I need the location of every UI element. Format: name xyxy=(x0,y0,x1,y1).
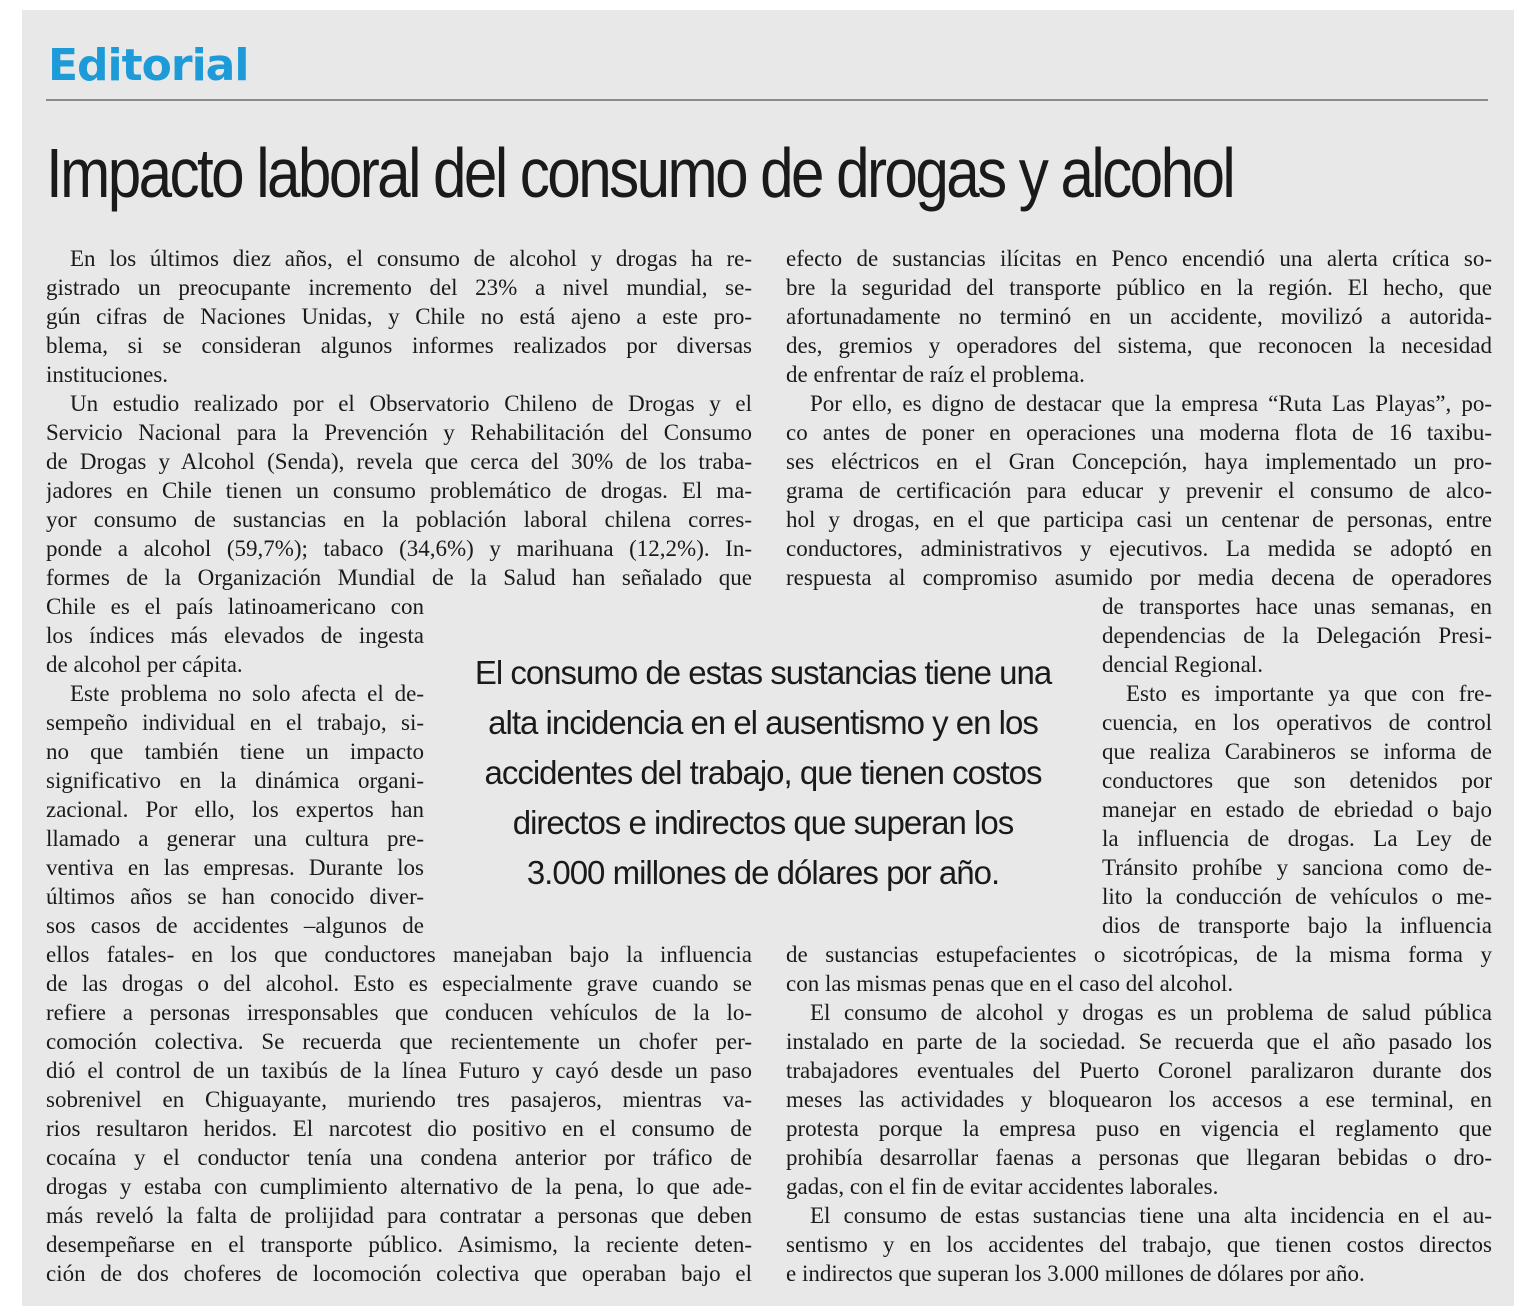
text-line: refiere a personas irresponsables que conducen vehículos de la lo- xyxy=(46,1000,752,1025)
text-line: hol y drogas, en el que participa casi un centenar de personas, entre xyxy=(786,507,1492,532)
text-line: conductores, administrativos y ejecutivos. La medida se adoptó en xyxy=(786,536,1492,561)
text-line: instalado en parte de la sociedad. Se recuerda que el año pasado los xyxy=(786,1029,1492,1054)
text-line: Servicio Nacional para la Prevención y Rehabilitación del Consumo xyxy=(46,420,752,445)
text-line: drogas y estaba con cumplimiento alternativo de la pena, lo que ade- xyxy=(46,1174,752,1199)
text-line: protesta porque la empresa puso en vigencia el reglamento que xyxy=(786,1116,1492,1141)
text-line: no que también tiene un impacto xyxy=(46,739,424,764)
text-line: ses eléctricos en el Gran Concepción, haya implementado un pro- xyxy=(786,449,1492,474)
text-line: zacional. Por ello, los expertos han xyxy=(46,797,424,822)
text-line: llamado a generar una cultura pre- xyxy=(46,826,424,851)
text-line: co antes de poner en operaciones una moderna flota de 16 taxibu- xyxy=(786,420,1492,445)
text-line: ción de dos choferes de locomoción colectiva que operaban bajo el xyxy=(46,1261,752,1286)
text-line: cuencia, en los operativos de control xyxy=(1102,710,1492,735)
text-line: jadores en Chile tienen un consumo problemático de drogas. El ma- xyxy=(46,478,752,503)
newspaper-page xyxy=(22,10,1514,1306)
text-line: conductores que son detenidos por xyxy=(1102,768,1492,793)
text-line: e indirectos que superan los 3.000 millones de dólares por año. xyxy=(786,1261,1365,1286)
pull-quote-line: directos e indirectos que superan los xyxy=(512,804,1014,841)
text-line: de transportes hace unas semanas, en xyxy=(1102,594,1492,619)
text-line: más reveló la falta de prolijidad para contratar a personas que deben xyxy=(46,1203,752,1228)
text-line: gún cifras de Naciones Unidas, y Chile no está ajeno a este pro- xyxy=(46,304,752,329)
pull-quote-line: accidentes del trabajo, que tienen costos xyxy=(484,754,1042,791)
text-line: de las drogas o del alcohol. Esto es especialmente grave cuando se xyxy=(46,971,752,996)
text-line: con las mismas penas que en el caso del alcohol. xyxy=(786,971,1234,996)
text-line: des, gremios y operadores del sistema, que reconocen la necesidad xyxy=(786,333,1492,358)
text-line: Un estudio realizado por el Observatorio Chileno de Drogas y el xyxy=(70,391,752,416)
text-line: instituciones. xyxy=(46,362,169,387)
text-line: Por ello, es digno de destacar que la empresa “Ruta Las Playas”, po- xyxy=(810,391,1492,416)
text-line: gadas, con el fin de evitar accidentes laborales. xyxy=(786,1174,1219,1199)
text-line: respuesta al compromiso asumido por media decena de operadores xyxy=(786,565,1492,590)
text-line: En los últimos diez años, el consumo de alcohol y drogas ha re- xyxy=(70,246,752,271)
text-line: prohibía desarrollar faenas a personas que llegaran bebidas o dro- xyxy=(786,1145,1492,1170)
text-line: de enfrentar de raíz el problema. xyxy=(786,362,1085,387)
pull-quote-line: El consumo de estas sustancias tiene una xyxy=(474,654,1052,691)
text-line: dió el control de un taxibús de la línea Futuro y cayó desde un paso xyxy=(46,1058,752,1083)
text-line: la influencia de drogas. La Ley de xyxy=(1102,826,1492,851)
section-label: Editorial xyxy=(48,40,249,91)
text-line: yor consumo de sustancias en la población laboral chilena corres- xyxy=(46,507,752,532)
text-line: ellos fatales- en los que conductores manejaban bajo la influencia xyxy=(46,942,752,967)
text-line: dios de transporte bajo la influencia xyxy=(1102,913,1492,938)
text-line: formes de la Organización Mundial de la Salud han señalado que xyxy=(46,565,752,590)
text-line: grama de certificación para educar y prevenir el consumo de alco- xyxy=(786,478,1492,503)
headline: Impacto laboral del consumo de drogas y alcohol xyxy=(46,134,1234,212)
text-line: bre la seguridad del transporte público en la región. El hecho, que xyxy=(786,275,1492,300)
text-line: sentismo y en los accidentes del trabajo, que tienen costos directos xyxy=(786,1232,1492,1257)
text-line: ventiva en las empresas. Durante los xyxy=(46,855,424,880)
text-line: de sustancias estupefacientes o sicotrópicas, de la misma forma y xyxy=(786,942,1492,967)
text-line: lito la conducción de vehículos o me- xyxy=(1102,884,1492,909)
text-line: Tránsito prohíbe y sanciona como de- xyxy=(1102,855,1492,880)
text-line: efecto de sustancias ilícitas en Penco encendió una alerta crítica so- xyxy=(786,246,1492,271)
text-line: trabajadores eventuales del Puerto Coronel paralizaron durante dos xyxy=(786,1058,1492,1083)
text-line: desempeñarse en el transporte público. Asimismo, la reciente deten- xyxy=(46,1232,752,1257)
text-line: afortunadamente no terminó en un accidente, movilizó a autorida- xyxy=(786,304,1492,329)
text-line: sos casos de accidentes –algunos de xyxy=(46,913,424,938)
text-line: dencial Regional. xyxy=(1102,652,1263,677)
text-line: significativo en la dinámica organi- xyxy=(46,768,424,793)
text-line: sempeño individual en el trabajo, si- xyxy=(46,710,424,735)
text-line: manejar en estado de ebriedad o bajo xyxy=(1102,797,1492,822)
text-line: los índices más elevados de ingesta xyxy=(46,623,424,648)
text-line: gistrado un preocupante incremento del 23% a nivel mundial, se- xyxy=(46,275,752,300)
text-line: últimos años se han conocido diver- xyxy=(46,884,424,909)
text-line: de Drogas y Alcohol (Senda), revela que cerca del 30% de los traba- xyxy=(46,449,752,474)
text-line: El consumo de alcohol y drogas es un problema de salud pública xyxy=(810,1000,1492,1025)
section-divider xyxy=(46,99,1488,101)
text-line: que realiza Carabineros se informa de xyxy=(1102,739,1492,764)
pull-quote-line: alta incidencia en el ausentismo y en los xyxy=(488,704,1038,741)
text-line: comoción colectiva. Se recuerda que recientemente un chofer per- xyxy=(46,1029,752,1054)
text-line: cocaína y el conductor tenía una condena anterior por tráfico de xyxy=(46,1145,752,1170)
text-line: ponde a alcohol (59,7%); tabaco (34,6%) y marihuana (12,2%). In- xyxy=(46,536,752,561)
text-line: dependencias de la Delegación Presi- xyxy=(1102,623,1492,648)
pull-quote xyxy=(468,648,1058,898)
text-line: blema, si se consideran algunos informes realizados por diversas xyxy=(46,333,752,358)
text-line: de alcohol per cápita. xyxy=(46,652,243,677)
text-line: meses las actividades y bloquearon los accesos a ese terminal, en xyxy=(786,1087,1492,1112)
text-line: Chile es el país latinoamericano con xyxy=(46,594,424,619)
text-line: Este problema no solo afecta el de- xyxy=(70,681,424,706)
text-line: El consumo de estas sustancias tiene una alta incidencia en el au- xyxy=(810,1203,1492,1228)
pull-quote-line: 3.000 millones de dólares por año. xyxy=(526,854,1000,891)
text-line: Esto es importante ya que con fre- xyxy=(1126,681,1492,706)
text-line: sobrenivel en Chiguayante, muriendo tres pasajeros, mientras va- xyxy=(46,1087,752,1112)
text-line: rios resultaron heridos. El narcotest dio positivo en el consumo de xyxy=(46,1116,752,1141)
